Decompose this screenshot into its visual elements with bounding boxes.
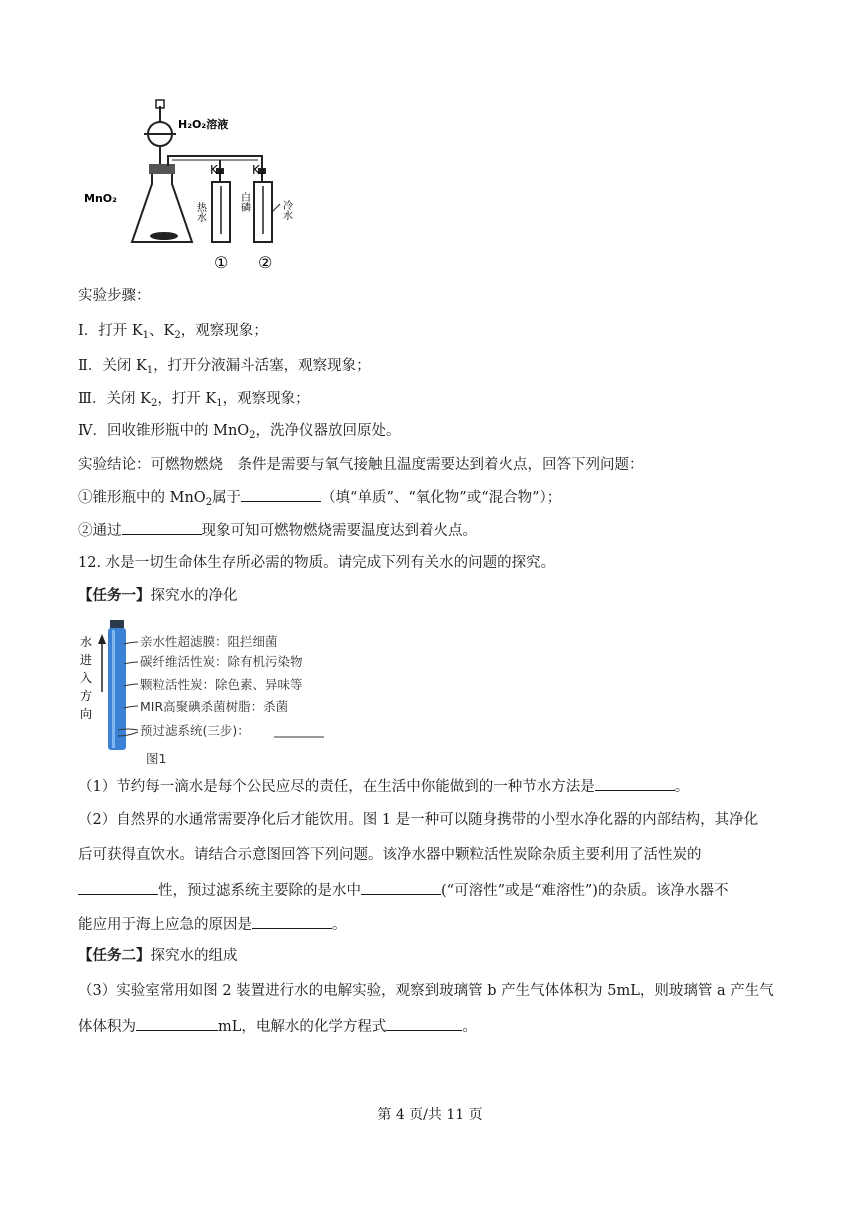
- question-12: 12. 水是一切生命体生存所必需的物质。请完成下列有关水的问题的探究。: [78, 555, 556, 571]
- step-1: Ⅰ．打开 $K_1$、$K_2$，观察现象；: [78, 323, 268, 341]
- answer-blank[interactable]: [361, 880, 441, 895]
- label-cold-water: 冷水: [280, 200, 292, 220]
- answer-blank[interactable]: [136, 1016, 218, 1031]
- answer-blank[interactable]: [241, 487, 321, 502]
- purifier-item: 亲水性超滤膜：阻拦细菌: [140, 634, 278, 649]
- question-3-line-1: （3）实验室常用如图 2 装置进行水的电解实验，观察到玻璃管 b 产生气体体积为 5mL，则玻璃管 a 产生气: [78, 983, 774, 999]
- question-2-line-3: 性，预过滤系统主要除的是水中 (“可溶性”或是“难溶性”)的杂质。该净水器不: [78, 880, 728, 901]
- answer-blank[interactable]: [122, 520, 202, 535]
- task-2-heading: 【任务二】探究水的组成: [78, 947, 238, 964]
- side-label-char: 进: [80, 653, 93, 667]
- question-2-line-2: 后可获得直饮水。请结合示意图回答下列问题。该净水器中颗粒活性炭除杂质主要利用了活性炭的: [78, 847, 702, 863]
- figure-1-caption: 图1: [146, 751, 167, 766]
- steps-title: 实验步骤：: [78, 288, 151, 304]
- side-label-char: 入: [80, 671, 93, 685]
- question-b: ②通过 现象可知可燃物燃烧需要温度达到着火点。: [78, 520, 477, 541]
- question-2-line-1: （2）自然界的水通常需要净化后才能饮用。图 1 是一种可以随身携带的小型水净化器的内部结构，其净化: [78, 812, 759, 828]
- side-label-char: 水: [80, 635, 93, 649]
- label-white-phosphorus: 白磷: [238, 192, 250, 212]
- answer-blank[interactable]: [252, 914, 332, 929]
- question-1: （1）节约每一滴水是每个公民应尽的责任，在生活中你能做到的一种节水方法是 。: [78, 776, 689, 797]
- purifier-item: 碳纤维活性炭：除有机污染物: [140, 654, 303, 669]
- question-a: ①锥形瓶中的 MnO$_2$属于 （填“单质”、“氧化物”或“混合物”）；: [78, 487, 561, 508]
- page-footer: 第 4 页/共 11 页: [377, 1107, 483, 1123]
- task-1-heading: 【任务一】探究水的净化: [78, 587, 238, 604]
- label-k2: K₂: [252, 163, 265, 177]
- purifier-item: 预过滤系统(三步)：: [140, 723, 250, 738]
- answer-blank[interactable]: [386, 1016, 462, 1031]
- purifier-item: 颗粒活性炭：除色素、异味等: [140, 677, 303, 692]
- purifier-item: MIR高聚碘杀菌树脂：杀菌: [140, 699, 289, 714]
- experiment-conclusion: 实验结论：可燃物燃烧 条件是需要与氧气接触且温度需要达到着火点，回答下列问题：: [78, 457, 644, 473]
- label-tube2: ②: [258, 253, 273, 272]
- step-3: Ⅲ．关闭 $K_2$，打开 $K_1$，观察现象；: [78, 391, 310, 409]
- question-2-line-4: 能应用于海上应急的原因是 。: [78, 914, 347, 935]
- water-purifier-figure: [78, 618, 348, 768]
- step-2: Ⅱ．关闭 $K_1$，打开分液漏斗活塞，观察现象；: [78, 358, 371, 376]
- step-4: Ⅳ．回收锥形瓶中的 MnO$_2$，洗净仪器放回原处。: [78, 423, 401, 441]
- label-k1: K₁: [210, 163, 223, 177]
- label-h2o2: H₂O₂溶液: [178, 118, 229, 131]
- side-label-char: 向: [80, 707, 93, 721]
- label-hot-water: 热水: [194, 202, 206, 222]
- question-3-line-2: 体体积为 mL，电解水的化学方程式 。: [78, 1016, 477, 1037]
- answer-blank[interactable]: [595, 776, 675, 791]
- label-mno2: MnO₂: [84, 192, 117, 205]
- combustion-apparatus-figure: [80, 94, 320, 274]
- label-tube1: ①: [214, 253, 229, 272]
- side-label-char: 方: [80, 689, 93, 703]
- answer-blank[interactable]: [78, 880, 158, 895]
